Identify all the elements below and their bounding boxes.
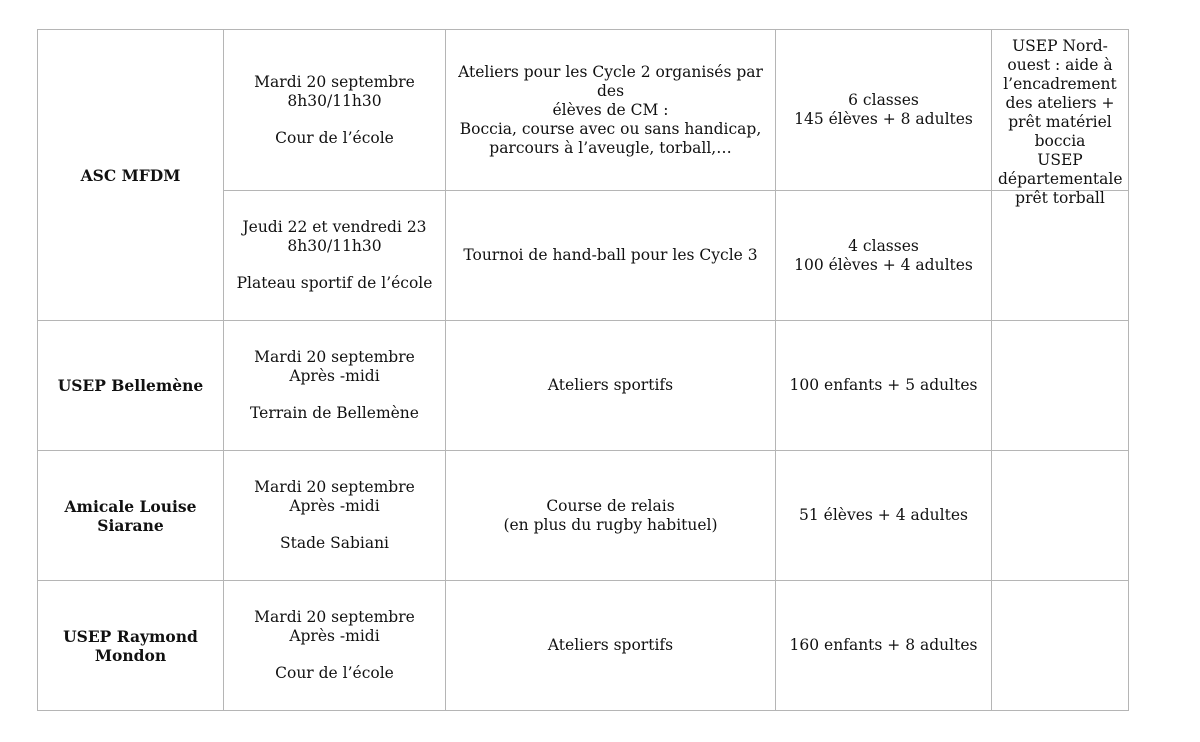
partner-line: USEP Nord- [1012,37,1108,55]
organization-cell [38,30,224,321]
organization-name: USEP Bellemène [57,376,204,395]
participants-line: 100 enfants + 5 adultes [789,376,978,394]
location-line: Cour de l’école [275,128,394,147]
partner-line: départementale [998,170,1123,188]
partner-line: l’encadrement [1003,75,1117,93]
organization-name: ASC MFDM [80,165,181,185]
location-line: Cour de l’école [275,664,394,682]
date-line: Mardi 20 septembre [254,348,415,366]
activity-cell [446,30,776,191]
organization-cell [38,581,224,711]
time-line: Après -midi [289,627,380,645]
date-location-cell [224,191,446,321]
date-location-cell [224,30,446,191]
partner-cell [992,581,1129,711]
participants-cell [776,30,992,191]
activity-line: parcours à l’aveugle, torball,… [489,138,732,157]
partner-text-clip [998,37,1123,207]
activity-line: Boccia, course avec ou sans handicap, [459,119,762,138]
activity-cell [446,321,776,451]
date-location-cell [224,321,446,451]
partner-line: ouest : aide à [1007,56,1113,74]
activity-line: Ateliers sportifs [547,376,674,394]
partner-line: prêt torball [1015,189,1105,207]
activity-cell [446,451,776,581]
time-line: 8h30/11h30 [287,91,382,110]
location-line: Stade Sabiani [279,534,390,552]
partner-cell [992,321,1129,451]
location-line: Plateau sportif de l’école [236,274,433,292]
time-line: Après -midi [289,497,380,515]
participants-cell [776,581,992,711]
activity-line: (en plus du rugby habituel) [503,515,718,534]
organization-cell [38,451,224,581]
participants-line: 4 classes [848,236,919,255]
table-row [38,30,1129,191]
activity-line: Ateliers pour les Cycle 2 organisés par des [458,62,763,100]
partner-line: boccia [1034,132,1086,150]
time-line: Après -midi [289,367,380,385]
participants-line: 6 classes [848,91,919,109]
participants-line: 145 élèves + 8 adultes [794,110,973,128]
partner-line: USEP [1037,151,1083,169]
participants-line: 160 enfants + 8 adultes [789,636,978,654]
participants-line: 100 élèves + 4 adultes [794,255,973,274]
time-line: 8h30/11h30 [287,237,382,255]
participants-cell [776,451,992,581]
date-line: Mardi 20 septembre [254,478,415,496]
organization-name: Amicale Louise Siarane [64,496,197,535]
activity-cell [446,191,776,321]
events-table [37,29,1129,711]
table-row [38,581,1129,711]
activity-line: Course de relais [546,496,675,515]
organization-name: USEP Raymond Mondon [63,626,198,665]
partner-cell [992,30,1129,207]
partner-line: des ateliers + [1005,94,1115,112]
activity-cell [446,581,776,711]
date-line: Mardi 20 septembre [254,608,415,626]
partner-cell [992,191,1129,321]
table-row [38,451,1129,581]
date-line: Jeudi 22 et vendredi 23 [242,218,427,236]
date-location-cell [224,581,446,711]
date-line: Mardi 20 septembre [254,72,415,91]
participants-cell [776,191,992,321]
partner-line: prêt matériel [1008,113,1112,131]
participants-cell [776,321,992,451]
participants-line: 51 élèves + 4 adultes [799,506,968,524]
date-location-cell [224,451,446,581]
organization-cell [38,321,224,451]
location-line: Terrain de Bellemène [250,404,419,422]
activity-line: élèves de CM : [552,100,669,119]
activity-line: Ateliers sportifs [547,636,674,654]
partner-cell [992,451,1129,581]
table-row [38,321,1129,451]
activity-line: Tournoi de hand-ball pour les Cycle 3 [463,246,758,264]
